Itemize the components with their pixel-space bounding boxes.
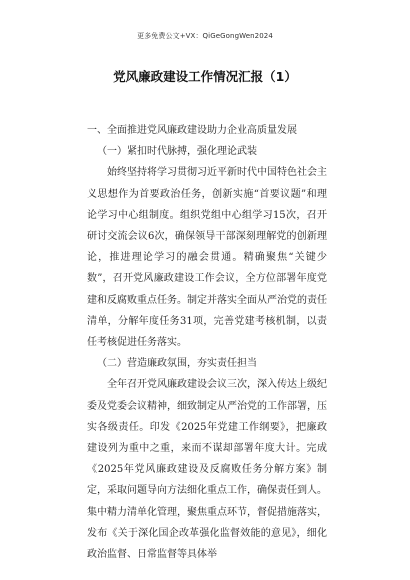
subsection-heading: （二）营造廉政氛围，夯实责任担当 (97, 358, 257, 370)
subsection-heading: （一）紧扣时代脉搏，强化理论武装 (97, 146, 257, 158)
document-body (87, 120, 327, 565)
body-paragraph: 全年召开党风廉政建设会议三次，深入传达上级纪委及党委会议精神，细致制定从严治党的工作部署，压实各级责任。印发《2025年党建工作纲要》，把廉政建设列为重中之重，来而不谋却部署年度大计。完成《2025年党风廉政建设及反腐败任务分解方案》制定，采取问题导向方法细化重点工作，确保责任到人。集中精力清单化管理，聚焦重点环节，督促措施落实，发布《关于深化国企改革强化监督效能的意见》，细化政治监督、日常监督等具体举 (87, 379, 327, 561)
promo-note: 更多免费公文+VX：QiGeGongWen2024 (137, 32, 273, 40)
document-title: 党风廉政建设工作情况汇报（1） (113, 69, 297, 84)
section-heading: 一、全面推进党风廉政建设助力企业高质量发展 (87, 125, 297, 136)
body-paragraph: 始终坚持将学习贯彻习近平新时代中国特色社会主义思想作为首要政治任务，创新实施“首要议题”和理论学习中心组制度。组织党组中心组学习15次，召开研讨交流会议6次，确保领导干部深刻理解党的创新理论，推进理论学习的融会贯通。精确聚焦“关键少数”，召开党风廉政建设工作会议，全方位部署年度党建和反腐败重点任务。制定并落实全面从严治党的责任清单，分解年度任务31项，完善党建考核机制，以责任考核促进任务落实。 (87, 167, 327, 349)
